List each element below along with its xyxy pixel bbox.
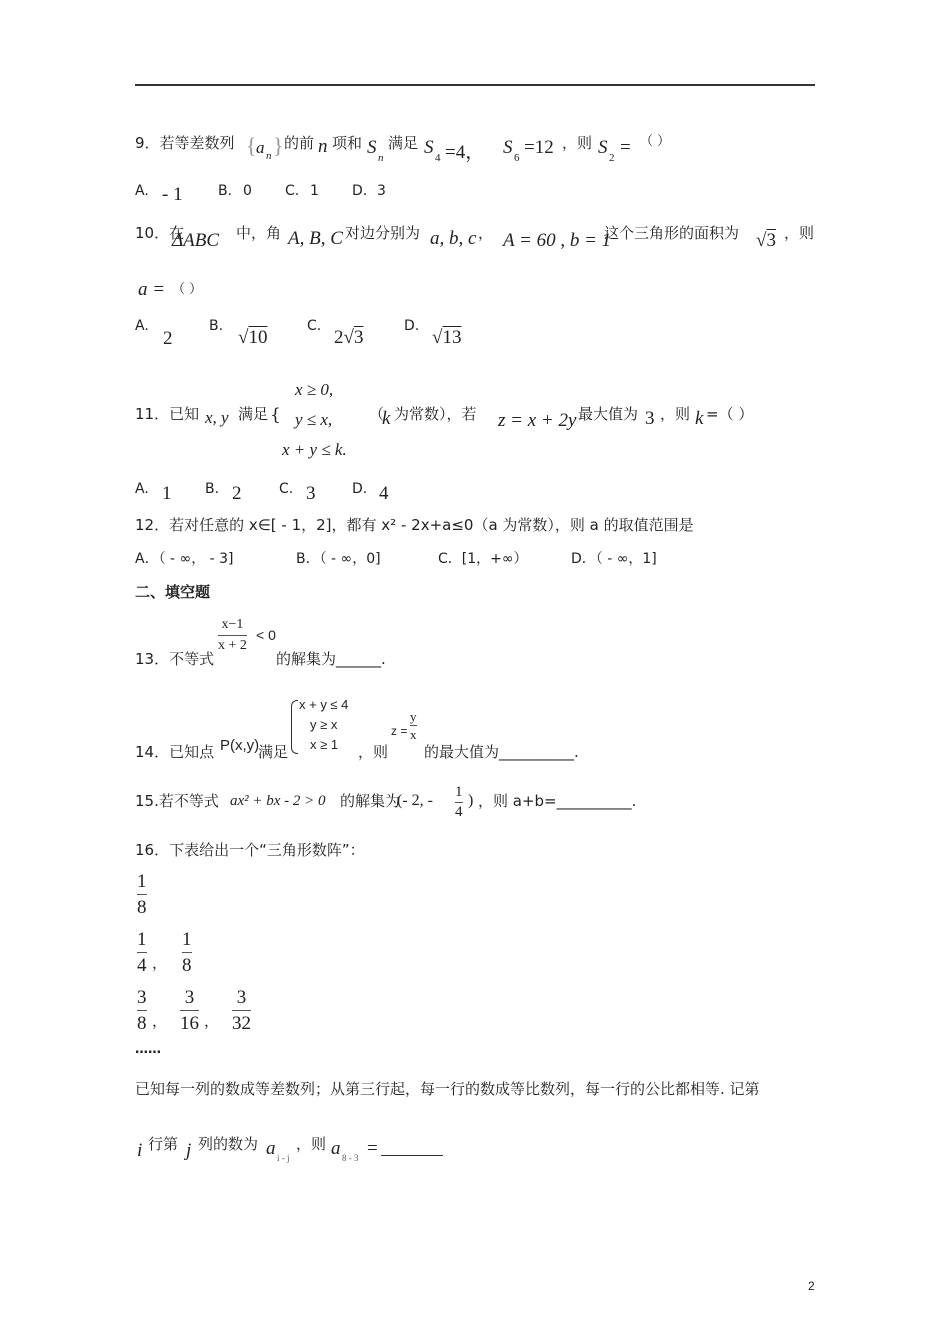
q16-a83-sub: 8 - 3	[342, 1153, 359, 1163]
q15-number: 15.若不等式	[135, 792, 219, 810]
q16-row3-cell2	[180, 988, 199, 1033]
q9-ask-rest: =	[620, 137, 631, 158]
q9-c1: S	[424, 137, 434, 158]
q15-fraction-num: 1	[455, 784, 463, 800]
q9-option-d-label: D.	[352, 183, 368, 199]
q10-option-a-label: A.	[135, 318, 149, 334]
q12-option-d: D．（ - ∞，1]	[571, 551, 657, 567]
q16-row3-cell3	[232, 988, 251, 1033]
q13-numerator: x−1	[221, 617, 244, 632]
q10-sides: a, b, c	[430, 228, 477, 249]
q9-text-4: ，则	[562, 134, 593, 152]
q11-vars: x, y	[205, 408, 229, 427]
q9-c1-sub: 4	[435, 152, 441, 164]
q9-an-sub: n	[266, 150, 272, 162]
q10-option-b-sqrt-icon: √10	[238, 327, 268, 348]
q16-i: i	[137, 1140, 143, 1161]
q11-option-c-value: 3	[306, 483, 316, 504]
q9-n: n	[318, 136, 328, 157]
q16-ellipsis: ……	[135, 1042, 161, 1057]
q11-text-2b: 为常数），若	[394, 405, 477, 423]
q16-row2-cell1-num: 1	[137, 929, 147, 950]
q9-rbrace: }	[273, 133, 284, 158]
q13-number: 13．不等式	[135, 650, 215, 668]
q16-row1-cell1-num: 1	[137, 871, 147, 892]
q9-Sn: S	[367, 137, 377, 158]
q9-c1-rest: =4，	[445, 142, 485, 163]
q10-option-c-sqrt-icon: 2√3	[334, 327, 364, 348]
q13-denominator: x + 2	[218, 638, 247, 653]
q9-text-1: 的前	[284, 134, 315, 152]
q9-option-a-label: A.	[135, 183, 149, 199]
q16-row2-cell1-den: 4	[137, 955, 147, 976]
q15-solution-a: (- 2, -	[397, 792, 433, 809]
q16-aij-sub: i - j	[277, 1153, 290, 1163]
q16-row2-cell2-den: 8	[182, 955, 192, 976]
q9-c2-sub: 6	[514, 152, 520, 164]
q10-text-1: 中，角	[236, 224, 282, 242]
q9-option-c-label: C.	[285, 183, 300, 199]
q14-cond-1: x + y ≤ 4	[299, 697, 349, 712]
header-rule	[135, 84, 815, 86]
q16-a83: a	[331, 1138, 341, 1159]
q16-row3-cell1	[137, 988, 147, 1033]
q11-option-b-label: B.	[205, 481, 220, 497]
q9-option-c-value: 1	[310, 183, 319, 199]
q9-option-d-value: 3	[377, 183, 386, 199]
q13-text-1: 的解集为______.	[276, 650, 386, 668]
q10-option-b-label: B.	[209, 318, 224, 334]
q16-row3-cell1-num: 3	[137, 987, 147, 1008]
q15-text-1: 的解集为	[340, 792, 401, 810]
q11-cond-1: x ≥ 0,	[295, 380, 334, 399]
q16-text-1: 行第	[148, 1135, 179, 1153]
q11-k2: k	[695, 408, 704, 429]
q11-text-1: 满足	[238, 405, 269, 423]
q10-ask: a =	[138, 279, 166, 300]
q14-text-2: ，则	[358, 743, 389, 761]
q11-option-a-label: A.	[135, 481, 149, 497]
q10-option-b-value: 10	[248, 327, 268, 348]
q10-option-d-value: 13	[442, 327, 462, 348]
q16-row3-cell3-num: 3	[236, 987, 247, 1008]
q16-row3-cell2-num: 3	[184, 987, 195, 1008]
q9-text-2: 项和	[332, 134, 363, 152]
q9-ask-sub: 2	[609, 152, 615, 164]
q13-lt0: < 0	[256, 627, 276, 643]
q11-ask: =（ ）	[706, 405, 754, 423]
q10-number: 10．在	[135, 224, 185, 242]
q14-text-3: 的最大值为__________.	[424, 743, 579, 761]
q15-text-2: ，则 a+b=__________.	[478, 792, 637, 810]
q10-option-d-sqrt-icon: √13	[432, 327, 462, 348]
q9-c2: S	[503, 137, 513, 158]
q11-text-2a: （	[369, 405, 385, 423]
q10-text-3: ，	[478, 224, 494, 242]
q10-option-c-label: C.	[307, 318, 322, 334]
q14-point: P(x,y)	[220, 737, 260, 754]
q9-option-b-label: B.	[218, 183, 233, 199]
q11-max: 3	[645, 408, 655, 429]
q9-option-a-value: - 1	[162, 184, 183, 205]
q16-row3-comma-2: ，	[204, 1012, 220, 1030]
q10-option-d-label: D.	[404, 318, 420, 334]
q14-fraction-den: x	[410, 727, 417, 742]
q13-fraction	[218, 618, 247, 653]
q16-row2-cell2-num: 1	[182, 929, 192, 950]
q16-aij: a	[266, 1138, 276, 1159]
q11-option-d-value: 4	[379, 483, 389, 504]
q10-text-4: 这个三角形的面积为	[604, 224, 740, 242]
q14-fraction-num: y	[410, 709, 417, 724]
q10-text-5: ，则	[784, 224, 815, 242]
q16-answer-blank	[381, 1155, 443, 1156]
q15-fraction	[455, 785, 463, 820]
q9-an: a	[256, 138, 265, 157]
q16-j: j	[186, 1140, 192, 1161]
q16-description: 已知每一列的数成等差数列；从第三行起，每一行的数成等比数列，每一行的公比都相等. 记第	[135, 1080, 760, 1098]
q11-objective: z = x + 2y	[498, 410, 577, 431]
q16-text-3: ，则	[296, 1135, 327, 1153]
q12-option-a: A．（ - ∞， - 3]	[135, 551, 234, 567]
q9-paren: （ ）	[640, 134, 671, 149]
q9-text-3: 满足	[388, 134, 419, 152]
q16-row2-comma: ，	[152, 954, 168, 972]
q16-row1-cell1	[137, 872, 147, 917]
q11-option-a-value: 1	[162, 483, 172, 504]
q9-Sn-sub: n	[378, 152, 384, 164]
q11-number: 11．已知	[135, 405, 200, 423]
q15-inequality: ax² + bx - 2 > 0	[230, 793, 326, 809]
q11-text-3: 最大值为	[578, 405, 639, 423]
q11-option-c-label: C.	[279, 481, 294, 497]
q11-lbrace: {	[270, 405, 281, 425]
q16-eq: =	[367, 1138, 378, 1159]
q14-cond-3: x ≥ 1	[310, 737, 339, 752]
q10-text-2: 对边分别为	[345, 224, 421, 242]
q9-c2-rest: =12	[524, 137, 554, 158]
q11-text-4: ，则	[660, 405, 691, 423]
q16-intro: 16．下表给出一个“三角形数阵”：	[135, 841, 365, 859]
q15-solution-b: )	[468, 792, 474, 809]
q9-option-b-value: 0	[243, 183, 252, 199]
q10-option-c-coef: 2	[334, 327, 344, 348]
q11-option-d-label: D.	[352, 481, 368, 497]
q9-ask: S	[598, 137, 608, 158]
q16-row3-cell3-den: 32	[232, 1013, 251, 1034]
q12-option-b: B．（ - ∞，0]	[296, 551, 381, 567]
q10-paren: （ ）	[172, 282, 203, 297]
q11-option-b-value: 2	[232, 483, 242, 504]
q10-angles: A, B, C	[288, 228, 343, 249]
q9-lbrace: {	[246, 133, 257, 158]
q12-text: 12．若对任意的 x∈[ - 1，2]，都有 x² - 2x+a≤0（a 为常数），则 a 的取值范围是	[135, 516, 694, 534]
q10-given: A = 60 , b = 1	[503, 230, 612, 251]
q16-row3-cell2-den: 16	[180, 1013, 199, 1034]
page-number: 2	[808, 1279, 815, 1293]
q14-text-1: 满足	[258, 743, 289, 761]
q10-option-a-value: 2	[163, 328, 173, 349]
q14-cond-2: y ≥ x	[310, 717, 338, 732]
q12-option-c: C．[1，+∞）	[438, 551, 528, 567]
q14-fraction	[410, 710, 417, 741]
q14-number: 14．已知点	[135, 743, 215, 761]
q11-cond-2: y ≤ x,	[295, 410, 333, 429]
q16-row2-cell2	[182, 930, 192, 975]
q16-row3-cell1-den: 8	[137, 1013, 147, 1034]
q14-zeq: z =	[391, 724, 408, 738]
q16-row1-cell1-den: 8	[137, 897, 147, 918]
q10-area-sqrt-icon: √3	[756, 230, 776, 251]
q15-fraction-den: 4	[455, 804, 463, 820]
q10-area: 3	[766, 230, 776, 251]
q11-k: k	[382, 408, 391, 429]
q9-number: 9．若等差数列	[135, 134, 235, 152]
q16-row3-comma-1: ，	[152, 1012, 168, 1030]
q16-row2-cell1	[137, 930, 147, 975]
q14-brace-icon	[291, 700, 298, 754]
q11-cond-3: x + y ≤ k.	[282, 440, 347, 459]
q16-text-2: 列的数为	[198, 1135, 259, 1153]
section-heading: 二、填空题	[135, 583, 211, 601]
q10-option-c-rad: 3	[353, 327, 364, 348]
q10-triangle: ΔABC	[172, 230, 220, 251]
